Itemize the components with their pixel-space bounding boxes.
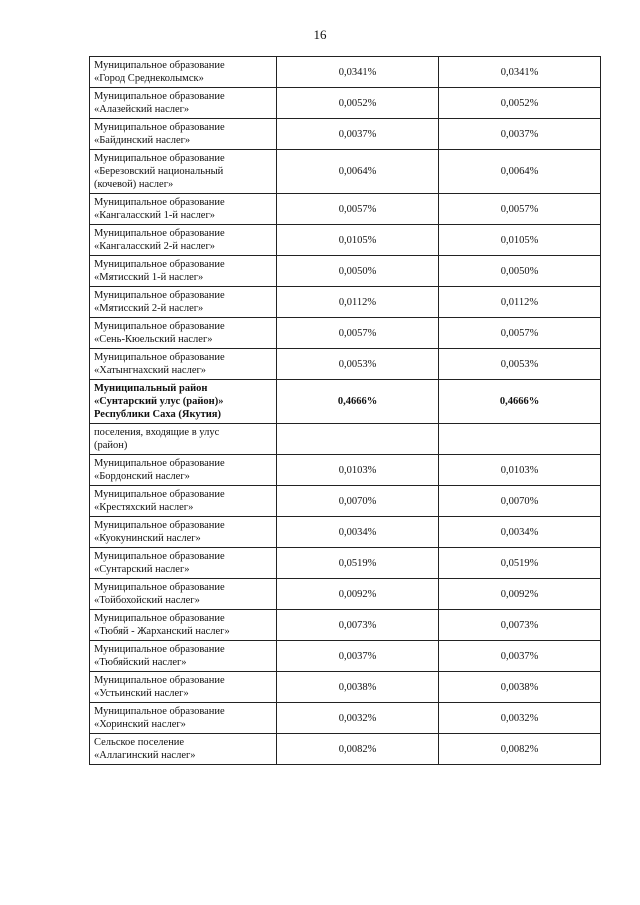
share-value-2: 0,0070% (439, 486, 601, 517)
municipality-name-line: «Сень-Кюельский наслег» (94, 334, 213, 345)
municipality-name-line: «Тюбяйский наслег» (94, 657, 187, 668)
table-row (90, 150, 601, 194)
table-row (90, 486, 601, 517)
municipality-name-line: «Крестяхский наслег» (94, 502, 194, 513)
share-value-2: 0,0057% (439, 194, 601, 225)
municipality-name-line: «Байдинский наслег» (94, 135, 191, 146)
share-value-1: 0,0064% (277, 150, 439, 194)
municipality-name-cell (90, 349, 277, 380)
municipality-name-line: Республики Саха (Якутия) (94, 409, 221, 420)
municipality-name-line: Муниципальное образование (94, 153, 225, 164)
municipality-name-cell (90, 150, 277, 194)
share-value-2: 0,0052% (439, 88, 601, 119)
share-value-1: 0,0032% (277, 703, 439, 734)
share-value-2: 0,0103% (439, 455, 601, 486)
municipality-name-line: Муниципальное образование (94, 520, 225, 531)
share-value-2 (439, 424, 601, 455)
municipality-name-cell (90, 703, 277, 734)
share-value-1: 0,0057% (277, 194, 439, 225)
municipality-name-cell (90, 548, 277, 579)
municipality-name-line: Муниципальное образование (94, 458, 225, 469)
municipality-name-line: Муниципальное образование (94, 122, 225, 133)
share-value-2: 0,0038% (439, 672, 601, 703)
municipality-name-line: «Сунтарский улус (район)» (94, 396, 224, 407)
municipality-name-line: Муниципальное образование (94, 551, 225, 562)
share-value-1: 0,0057% (277, 318, 439, 349)
municipality-name-cell (90, 380, 277, 424)
share-value-1: 0,0037% (277, 119, 439, 150)
municipality-name-line: Муниципальное образование (94, 197, 225, 208)
share-value-2: 0,0112% (439, 287, 601, 318)
municipality-name-line: «Кангаласский 1-й наслег» (94, 210, 216, 221)
share-value-2: 0,0050% (439, 256, 601, 287)
municipality-name-line: (кочевой) наслег» (94, 179, 174, 190)
share-value-2: 0,0037% (439, 641, 601, 672)
municipality-name-cell (90, 88, 277, 119)
share-value-1: 0,0103% (277, 455, 439, 486)
municipality-name-cell (90, 119, 277, 150)
municipality-name-line: Муниципальный район (94, 383, 208, 394)
municipality-name-cell (90, 672, 277, 703)
municipality-name-cell (90, 57, 277, 88)
municipality-name-line: (район) (94, 440, 128, 451)
table-row (90, 349, 601, 380)
municipality-name-line: Муниципальное образование (94, 706, 225, 717)
share-value-1: 0,0082% (277, 734, 439, 765)
share-value-2: 0,0057% (439, 318, 601, 349)
municipality-name-line: поселения, входящие в улус (94, 427, 220, 438)
municipality-name-cell (90, 517, 277, 548)
table-row (90, 256, 601, 287)
share-value-2: 0,4666% (439, 380, 601, 424)
share-value-1: 0,0050% (277, 256, 439, 287)
municipality-name-cell (90, 579, 277, 610)
municipality-name-line: Муниципальное образование (94, 321, 225, 332)
municipality-name-line: Муниципальное образование (94, 352, 225, 363)
municipality-name-cell (90, 641, 277, 672)
table-row (90, 517, 601, 548)
share-value-1: 0,0038% (277, 672, 439, 703)
municipality-name-line: Муниципальное образование (94, 644, 225, 655)
share-value-2: 0,0105% (439, 225, 601, 256)
table-row (90, 287, 601, 318)
municipality-name-line: Муниципальное образование (94, 582, 225, 593)
share-value-2: 0,0341% (439, 57, 601, 88)
municipality-name-line: Муниципальное образование (94, 60, 225, 71)
municipality-name-line: Муниципальное образование (94, 290, 225, 301)
table-row (90, 579, 601, 610)
share-value-1: 0,0092% (277, 579, 439, 610)
municipality-name-cell (90, 455, 277, 486)
table-row (90, 380, 601, 424)
municipality-name-cell (90, 194, 277, 225)
municipality-name-line: «Сунтарский наслег» (94, 564, 190, 575)
share-value-1: 0,0037% (277, 641, 439, 672)
table-row (90, 318, 601, 349)
share-value-1: 0,0073% (277, 610, 439, 641)
municipality-name-line: «Мятисский 1-й наслег» (94, 272, 204, 283)
share-value-1: 0,0112% (277, 287, 439, 318)
municipality-name-line: Муниципальное образование (94, 489, 225, 500)
municipality-name-cell (90, 225, 277, 256)
share-value-2: 0,0519% (439, 548, 601, 579)
municipality-name-line: Муниципальное образование (94, 228, 225, 239)
municipality-name-line: Сельское поселение (94, 737, 185, 748)
municipality-name-line: «Хоринский наслег» (94, 719, 186, 730)
share-value-2: 0,0064% (439, 150, 601, 194)
table-row (90, 119, 601, 150)
share-value-1: 0,0052% (277, 88, 439, 119)
municipality-name-line: «Куокунинский наслег» (94, 533, 201, 544)
municipality-name-line: «Тойбохойский наслег» (94, 595, 200, 606)
table-row (90, 194, 601, 225)
table-row (90, 455, 601, 486)
table-row (90, 88, 601, 119)
municipality-name-line: «Березовский национальный (94, 166, 224, 177)
municipality-name-cell (90, 610, 277, 641)
table-row (90, 703, 601, 734)
table-body (90, 57, 601, 765)
share-value-1: 0,0034% (277, 517, 439, 548)
municipality-name-line: «Город Среднеколымск» (94, 73, 204, 84)
table-row (90, 548, 601, 579)
municipality-name-line: «Устьинский наслег» (94, 688, 189, 699)
share-value-1: 0,0053% (277, 349, 439, 380)
municipality-name-cell (90, 734, 277, 765)
page-number: 16 (313, 27, 327, 42)
municipality-name-line: «Аллагинский наслег» (94, 750, 196, 761)
table-row (90, 734, 601, 765)
municipality-name-line: «Хатынгнахский наслег» (94, 365, 207, 376)
municipality-name-cell (90, 486, 277, 517)
municipality-name-cell (90, 256, 277, 287)
municipality-name-cell (90, 424, 277, 455)
share-value-1: 0,0519% (277, 548, 439, 579)
share-value-2: 0,0092% (439, 579, 601, 610)
table-row (90, 610, 601, 641)
municipality-name-line: «Бордонский наслег» (94, 471, 190, 482)
municipality-name-line: Муниципальное образование (94, 675, 225, 686)
municipality-name-line: Муниципальное образование (94, 91, 225, 102)
share-value-1: 0,4666% (277, 380, 439, 424)
table-row (90, 424, 601, 455)
share-value-2: 0,0032% (439, 703, 601, 734)
municipality-name-line: «Тюбяй - Жарханский наслег» (94, 626, 230, 637)
share-value-2: 0,0082% (439, 734, 601, 765)
table-row (90, 672, 601, 703)
municipality-name-line: «Кангаласский 2-й наслег» (94, 241, 216, 252)
share-value-1 (277, 424, 439, 455)
share-value-2: 0,0034% (439, 517, 601, 548)
share-value-1: 0,0105% (277, 225, 439, 256)
municipality-name-line: «Мятисский 2-й наслег» (94, 303, 204, 314)
municipality-name-line: Муниципальное образование (94, 613, 225, 624)
share-value-1: 0,0341% (277, 57, 439, 88)
municipality-name-cell (90, 287, 277, 318)
municipality-name-line: «Алазейский наслег» (94, 104, 190, 115)
share-value-2: 0,0037% (439, 119, 601, 150)
municipality-name-line: Муниципальное образование (94, 259, 225, 270)
table-row (90, 641, 601, 672)
share-value-2: 0,0053% (439, 349, 601, 380)
allocation-table (89, 56, 601, 765)
share-value-1: 0,0070% (277, 486, 439, 517)
municipality-name-cell (90, 318, 277, 349)
table-row (90, 225, 601, 256)
share-value-2: 0,0073% (439, 610, 601, 641)
table-row (90, 57, 601, 88)
